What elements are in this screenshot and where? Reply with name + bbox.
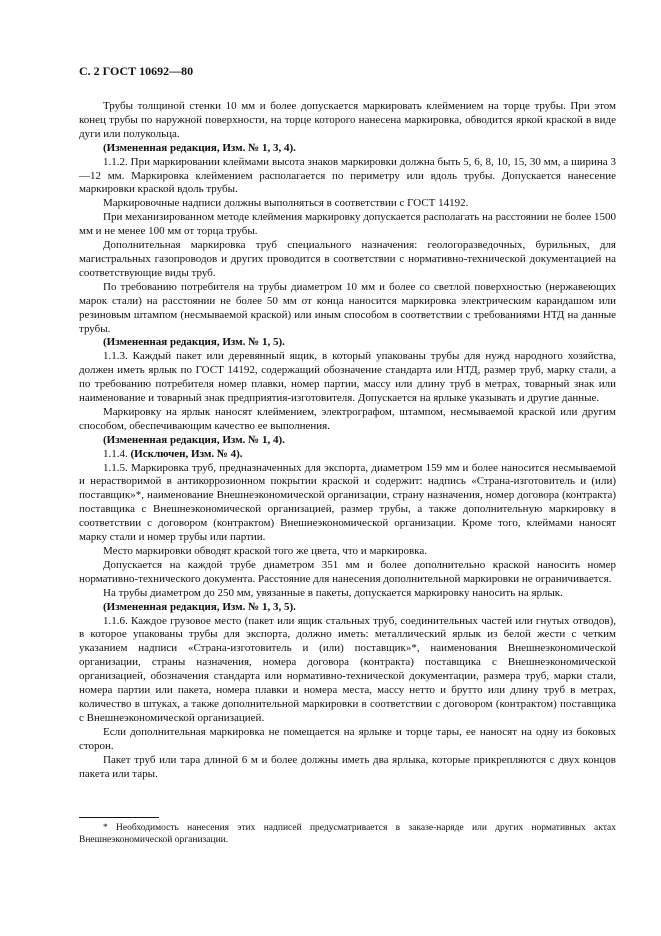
paragraph: Трубы толщиной стенки 10 мм и более допускается маркировать клеймением на торце трубы. При этом конец трубы по наружной поверхности, на торце которого нанесена маркировка, обводится яркой краской в виде дуги или полукольца. xyxy=(79,100,616,140)
paragraph: Маркировку на ярлык наносят клеймением, электрографом, штампом, несмываемой краской или другим способом, обеспечивающим качество ее выполнения. xyxy=(79,405,616,432)
amendment-note: (Измененная редакция, Изм. № 1, 3, 5). xyxy=(103,600,296,613)
paragraph: Маркировочные надписи должны выполняться в соответствии с ГОСТ 14192. xyxy=(103,197,469,210)
paragraph: Место маркировки обводят краской того же цвета, что и маркировка. xyxy=(103,545,427,557)
paragraph: Допускается на каждой трубе диаметром 351 мм и более дополнительно краской наносить номер нормативно-технического документа. Расстояние для нанесения дополнительной маркировки не ограничивается. xyxy=(79,558,616,585)
paragraph: Дополнительная маркировка труб специального назначения: геологоразведочных, бурильных, для магистральных газопроводов и других проводится в соответствии с нормативно-технической документацией на соответствующие виды труб. xyxy=(79,239,616,279)
document-body xyxy=(79,100,616,781)
footnote-divider xyxy=(79,817,159,818)
paragraph: 1.1.5. Маркировка труб, предназначенных для экспорта, диаметром 159 мм и более наносится несмываемой и нерастворимой в антикоррозионном покрытии краской и содержит: надпись «Страна-изготовитель и (или) поставщик»*, наименование Внешнеэкономической организации, страну назначения, номер договора (контракта) поставщика с Внешнеэкономической организацией, размер трубы, а также дополнительную маркировку в соответствии с договором (контрактом) Внешнеэкономической организации. Кроме того, клеймами наносят марку стали и номер трубы или партии. xyxy=(79,461,616,544)
paragraph: По требованию потребителя на трубы диаметром 10 мм и более со светлой поверхностью (нержавеющих марок стали) на расстоянии не более 50 мм от конца наносится маркировка электрическим карандашом или резиновым штампом (несмываемой краской) или иным способом в соответствии с требованиями НТД на данные трубы. xyxy=(79,280,616,335)
paragraph: При механизированном методе клеймения маркировку допускается располагать на расстоянии не более 1500 мм и не менее 100 мм от торца трубы. xyxy=(79,211,616,238)
paragraph: 1.1.2. При маркировании клеймами высота знаков маркировки должна быть 5, 6, 8, 10, 15, 30 мм, а ширина 3—12 мм. Маркировка клеймением располагается по периметру или вдоль трубы. Допускается нанесение маркировки краской вдоль трубы. xyxy=(79,155,616,196)
paragraph: 1.1.6. Каждое грузовое место (пакет или ящик стальных труб, соединительных частей или гнутых отводов), в которое упакованы трубы для экспорта, должно иметь: металлический ярлык из белой жести с четким указанием надписи «Страна-изготовитель и (или) поставщик»*, наименования Внешнеэкономической организации, страны назначения, номера договора (контракта) поставщика с Внешнеэкономической организацией, обозначения стандарта или нормативно-технической документации, размера труб, марки стали, номера партии или пакета, номера плавки и номера места, массу нетто и брутто или длину труб в метрах, количество в штуках, а также дополнительной маркировки в соответствии с договором (контрактом) поставщика с Внешнеэкономической организацией. xyxy=(79,614,616,724)
paragraph xyxy=(79,448,616,462)
paragraph: Если дополнительная маркировка не помещается на ярлыке и торце тары, ее наносят на одну из боковых сторон. xyxy=(79,725,616,752)
footnote: * Необходимость нанесения этих надписей предусматривается в заказе-наряде или других нормативных актах Внешнеэкономической организации. xyxy=(79,823,616,845)
paragraph: На трубы диаметром до 250 мм, увязанные в пакеты, допускается маркировку наносить на ярлык. xyxy=(103,586,563,599)
paragraph: 1.1.3. Каждый пакет или деревянный ящик, в который упакованы трубы для нужд народного хозяйства, должен иметь ярлык по ГОСТ 14192, содержащий обозначение стандарта или НТД, размер труб, марку стали, а по требованию потребителя номер плавки, номер партии, массу или длину труб в метрах, товарный знак или наименование и товарный знак предприятия-изготовителя. Допускается на ярлыке указывать и другие данные. xyxy=(79,350,616,405)
clause-excluded-note: (Исключен, Изм. № 4). xyxy=(130,447,243,460)
paragraph: Пакет труб или тара длиной 6 м и более должны иметь два ярлыка, которые прикрепляются с двух концов пакета или тары. xyxy=(79,753,616,780)
document-page xyxy=(79,64,616,781)
amendment-note: (Измененная редакция, Изм. № 1, 4). xyxy=(103,433,285,446)
clause-number: 1.1.4. xyxy=(103,447,131,460)
page-header: С. 2 ГОСТ 10692—80 xyxy=(79,64,194,78)
amendment-note: (Измененная редакция, Изм. № 1, 5). xyxy=(103,336,285,349)
amendment-note: (Измененная редакция, Изм. № 1, 3, 4). xyxy=(103,141,296,154)
